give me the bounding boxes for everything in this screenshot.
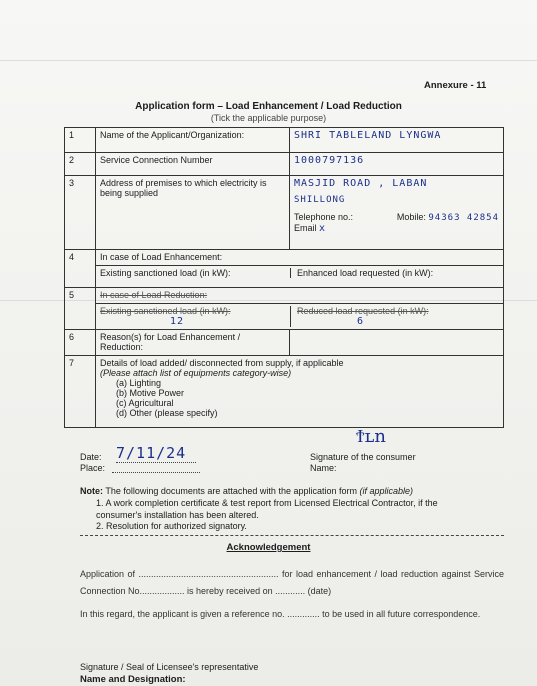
list-item: (b) Motive Power [116, 388, 185, 398]
table-row [65, 153, 504, 176]
form-subtitle: (Tick the applicable purpose) [210, 113, 327, 123]
annexure-label: Annexure - 11 [424, 80, 487, 91]
row-number: 6 [65, 330, 96, 356]
list-item: consumer's installation has been altered. [96, 509, 259, 520]
existing-load-label: Existing sanctioned load (in kW): [100, 306, 231, 316]
list-item: 1. A work completion certificate & test report from Licensed Electrical Contractor, if the [96, 498, 438, 508]
mobile-label: Mobile: [396, 212, 426, 222]
note-list [96, 498, 438, 533]
telephone-label: Telephone no.: [294, 212, 354, 222]
load-details-cell: Details of load added/ disconnected from supply, if applicable (Please attach list of equipments category-wise) (a) Lighting (b) Motive Power (c) Agricultural (d) Other (please specify) [96, 356, 504, 428]
name-label: Name: [310, 463, 337, 473]
acknowledgement-title: Acknowledgement [226, 542, 311, 553]
table-row [65, 288, 504, 330]
row-label: Service Connection Number [96, 153, 290, 176]
row-number: 2 [65, 153, 96, 176]
row-number: 4 [65, 250, 96, 288]
table-row [65, 330, 504, 356]
email-label: Email [294, 223, 317, 233]
application-table [64, 127, 504, 428]
place-field[interactable] [112, 472, 200, 473]
row-label: Reason(s) for Load Enhancement / Reduction: [96, 330, 290, 356]
reason-value[interactable] [290, 330, 504, 356]
signature-label: Signature of the consumer [310, 452, 416, 462]
table-row [65, 176, 504, 250]
list-item: 2. Resolution for authorized signatory. [96, 521, 247, 531]
row-label: Name of the Applicant/Organization: [96, 128, 290, 153]
row-number: 3 [65, 176, 96, 250]
load-reduction-cell: In case of Load Reduction: Existing sanctioned load (in kW): 12 Reduced load requested (in kW): 6 [96, 288, 504, 330]
table-row [65, 250, 504, 288]
enhanced-load-label: Enhanced load requested (in kW): [297, 268, 434, 278]
existing-load-value[interactable]: 12 [170, 316, 185, 327]
address-value[interactable]: MASJID ROAD , LABAN SHILLONG Telephone no.: Mobile: 94363 42854 Email x [290, 176, 504, 250]
list-item: (c) Agricultural [116, 398, 174, 408]
list-item: (a) Lighting [116, 378, 162, 388]
form-title: Application form – Load Enhancement / Load Reduction [135, 101, 402, 112]
signature-mark: Ϯʟn [356, 426, 386, 447]
email-value: x [319, 223, 327, 234]
applicant-name-value[interactable]: SHRI TABLELAND LYNGWA [290, 128, 504, 153]
table-row [65, 128, 504, 153]
row-number: 1 [65, 128, 96, 153]
reduced-load-value[interactable]: 6 [357, 316, 365, 327]
list-item: (d) Other (please specify) [116, 408, 218, 418]
date-label: Date: [80, 452, 102, 462]
table-row [65, 356, 504, 428]
row-label: Address of premises to which electricity is being supplied [96, 176, 290, 250]
divider [80, 535, 504, 536]
service-connection-value[interactable]: 1000797136 [290, 153, 504, 176]
page-fold [0, 60, 537, 61]
row-number: 5 [65, 288, 96, 330]
load-enhancement-cell: In case of Load Enhancement: Existing sanctioned load (in kW): Enhanced load requested (in kW): [96, 250, 504, 288]
place-label: Place: [80, 463, 106, 473]
mobile-value: 94363 42854 [428, 213, 499, 223]
note-line: Note: The following documents are attached with the application form (if applicable) [80, 486, 414, 496]
acknowledgement-body: Application of ........................................................ for load enhancement / load reduction against Service Connection No.................. is hereby received on ............ (date) In this regard, the applicant is given a reference no. ............. to be used in all future correspondence. [80, 569, 504, 619]
signature-seal-label: Signature / Seal of Licensee's representative [80, 662, 259, 672]
date-value[interactable]: 7/11/24 [116, 444, 196, 463]
reduced-load-label: Reduced load requested (in kW): [297, 306, 429, 316]
existing-load-label: Existing sanctioned load (in kW): [100, 268, 291, 278]
row-number: 7 [65, 356, 96, 428]
name-designation-label: Name and Designation: [80, 674, 186, 685]
